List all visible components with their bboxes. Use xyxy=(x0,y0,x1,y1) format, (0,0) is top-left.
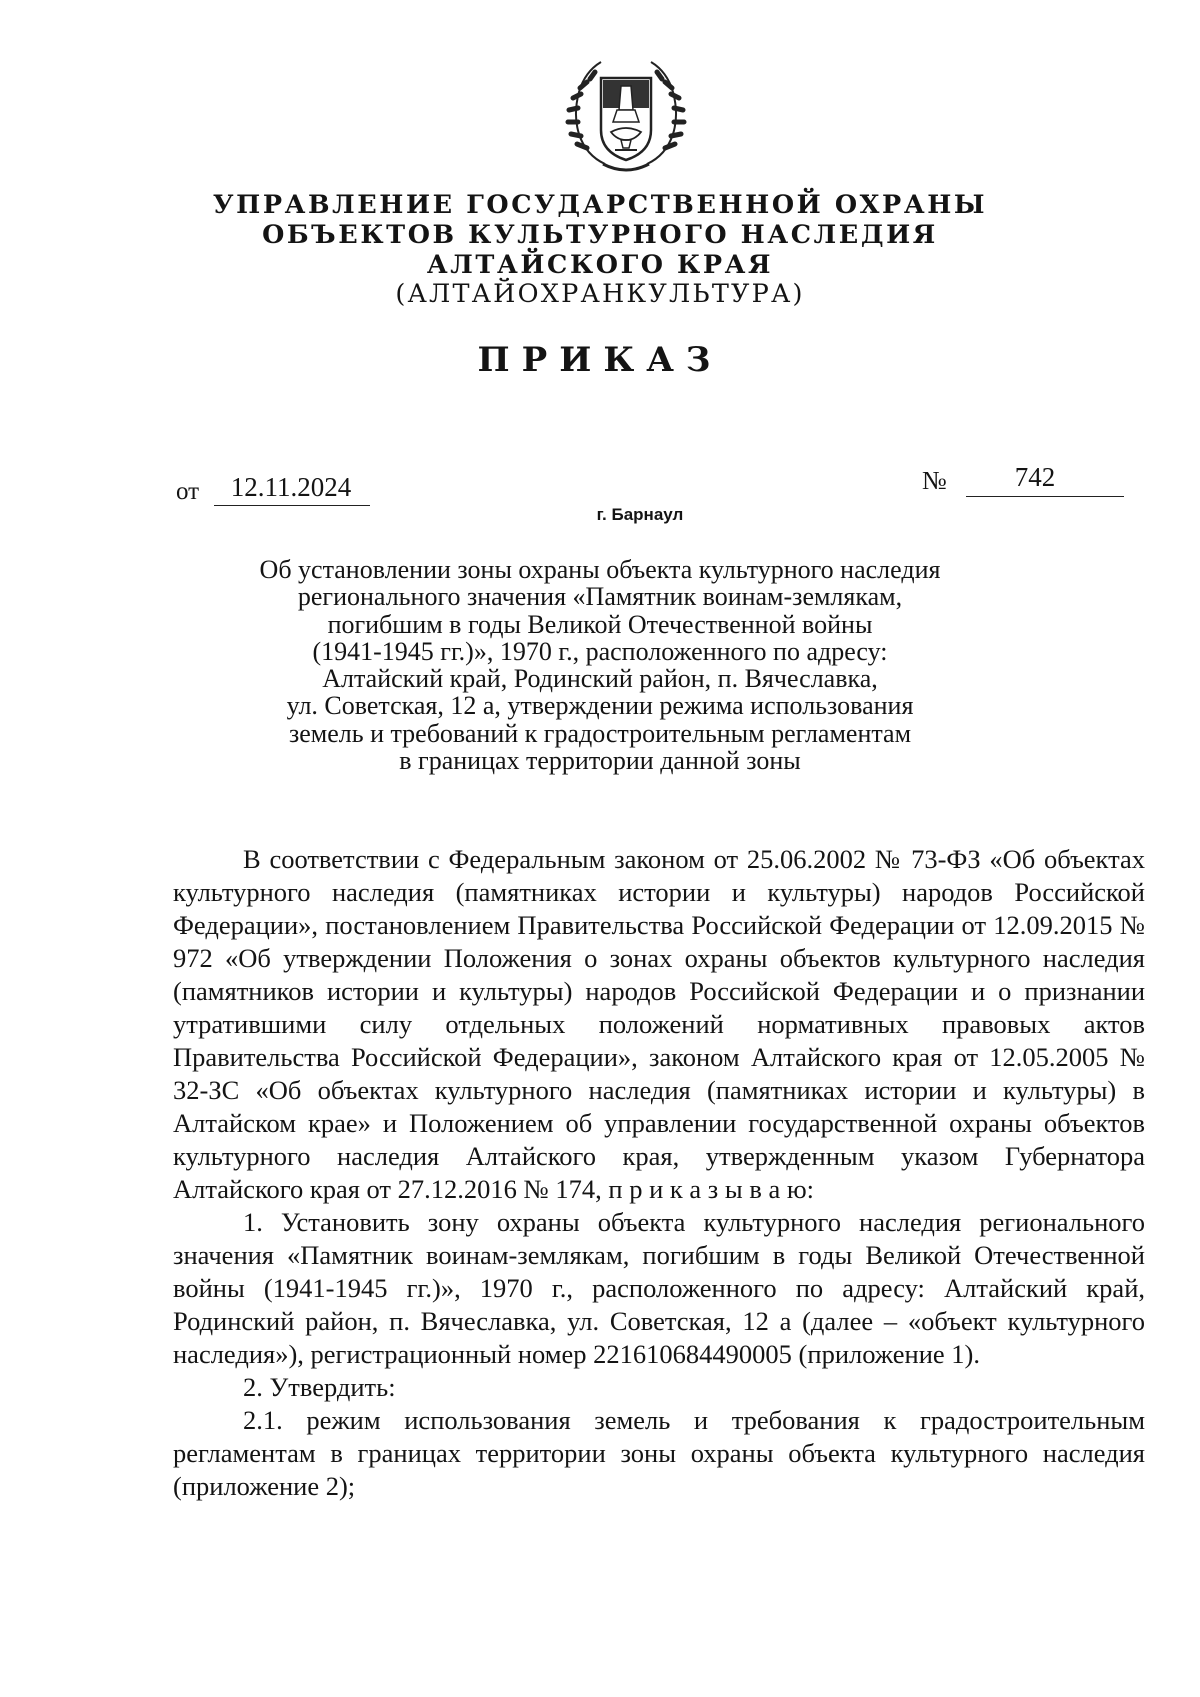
org-short-name: (АЛТАЙОХРАНКУЛЬТУРА) xyxy=(395,279,805,309)
coat-of-arms-icon xyxy=(565,52,687,178)
org-name-line-3: АЛТАЙСКОГО КРАЯ xyxy=(426,250,774,280)
document-type-title: ПРИКАЗ xyxy=(477,340,723,380)
number-underline xyxy=(966,496,1124,497)
subject-line: (1941-1945 гг.)», 1970 г., расположенного по адресу: xyxy=(312,636,888,666)
item-1-paragraph: 1. Установить зону охраны объекта культурного наследия регионального значения «Памятник воинам-землякам, погибшим в годы Великой Отечественной войны (1941-1945 гг.)», 1970 г., расположенного по адресу: Алтайский край, Родинский район, п. Вячеславка, ул. Советская, 12 а (далее – «объект культурного наследия»), регистрационный номер 221610684490005 (приложение 1). xyxy=(173,1207,1145,1369)
subject-line: Об установлении зоны охраны объекта культурного наследия xyxy=(259,555,941,584)
org-name-line-1: УПРАВЛЕНИЕ ГОСУДАРСТВЕННОЙ ОХРАНЫ xyxy=(212,190,988,220)
subject-line: земель и требований к градостроительным регламентам xyxy=(288,718,912,748)
item-2-paragraph: 2. Утвердить: xyxy=(243,1372,396,1402)
order-subject xyxy=(200,556,1000,774)
subject-line: погибшим в годы Великой Отечественной войны xyxy=(327,609,873,639)
item-2-1-paragraph: 2.1. режим использования земель и требования к градостроительным регламентам в границах территории зоны охраны объекта культурного наследия (приложение 2); xyxy=(173,1405,1145,1501)
subject-line: Алтайский край, Родинский район, п. Вячеславка, xyxy=(322,664,878,694)
city-name: г. Барнаул xyxy=(596,505,684,524)
date-label: от xyxy=(176,478,200,505)
order-date: 12.11.2024 xyxy=(230,472,352,502)
subject-line: в границах территории данной зоны xyxy=(399,746,801,776)
subject-line: регионального значения «Памятник воинам-землякам, xyxy=(297,582,903,612)
order-number: 742 xyxy=(1014,462,1056,492)
preamble-paragraph: В соответствии с Федеральным законом от 25.06.2002 № 73-ФЗ «Об объектах культурного наследия (памятниках истории и культуры) народов Российской Федерации», постановлением Правительства Российской Федерации от 12.09.2015 № 972 «Об утверждении Положения о зонах охраны объектов культурного наследия (памятников истории и культуры) народов Российской Федерации и о признании утратившими силу отдельных положений нормативных правовых актов Правительства Российской Федерации», законом Алтайского края от 12.05.2005 № 32-ЗС «Об объектах культурного наследия (памятниках истории и культуры) в Алтайском крае» и Положением об управлении государственной охраны объектов культурного наследия Алтайского края, утвержденным указом Губернатора Алтайского края от 27.12.2016 № 174, п р и к а з ы в а ю: xyxy=(173,844,1145,1204)
order-body xyxy=(173,843,1145,1503)
subject-line: ул. Советская, 12 а, утверждении режима использования xyxy=(286,691,914,721)
number-label: № xyxy=(922,466,947,495)
org-name-line-2: ОБЪЕКТОВ КУЛЬТУРНОГО НАСЛЕДИЯ xyxy=(262,220,938,250)
date-underline xyxy=(214,505,370,506)
